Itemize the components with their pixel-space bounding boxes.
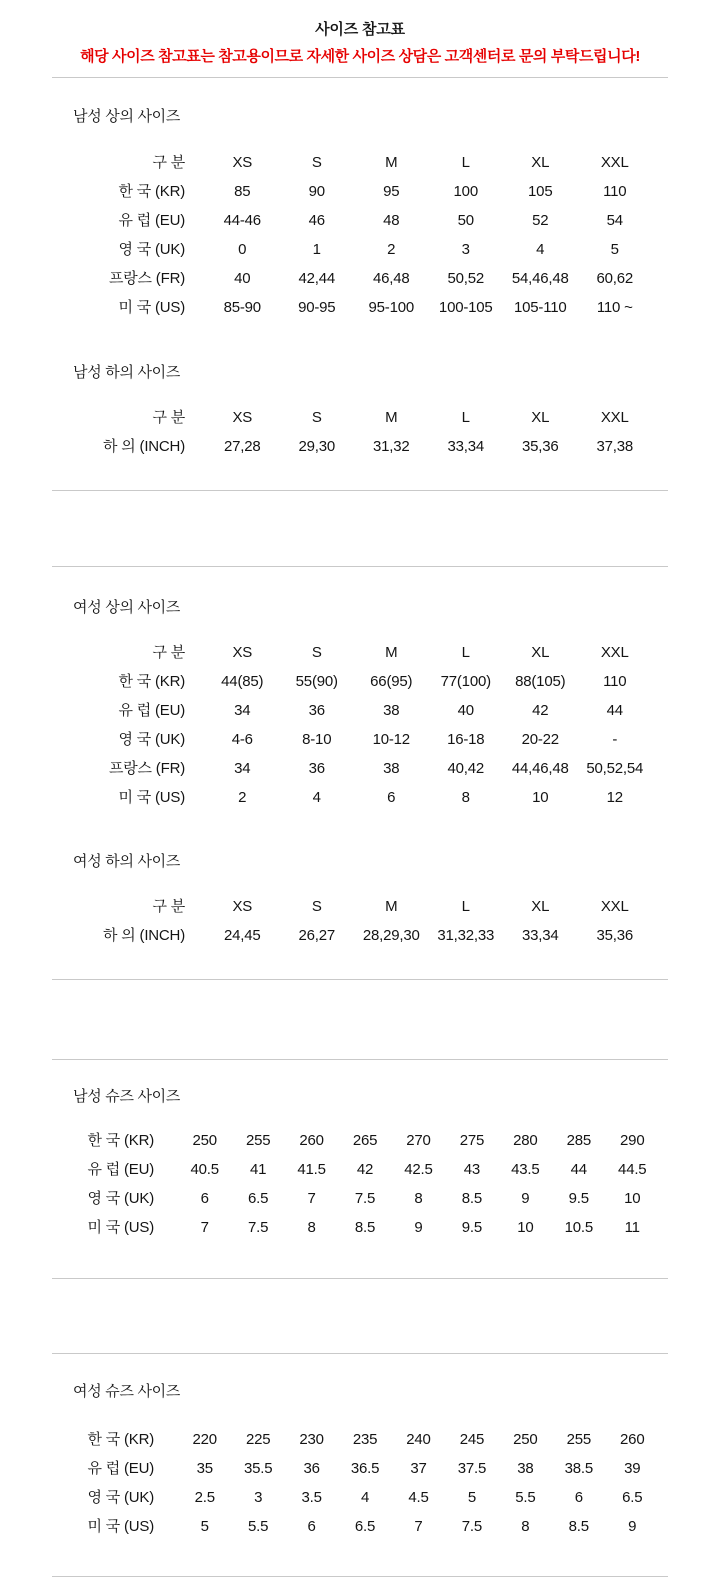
row-label: 미 국 (US)	[87, 1518, 154, 1535]
size-value: 4	[312, 789, 321, 806]
column-header: M	[385, 898, 398, 915]
size-value: 90-95	[298, 299, 336, 316]
row-label: 미 국 (US)	[118, 789, 185, 806]
column-header: 구 분	[152, 644, 185, 661]
table-row	[52, 1512, 659, 1541]
column-header: 구 분	[152, 154, 185, 171]
size-value: 10.5	[564, 1219, 593, 1236]
row-label: 영 국 (UK)	[118, 731, 185, 748]
column-header: 구 분	[152, 409, 185, 426]
row-label: 유 럽 (EU)	[87, 1161, 154, 1178]
womens-bottom-size-table	[52, 892, 652, 950]
size-value: 6.5	[248, 1190, 269, 1207]
column-header: XXL	[600, 898, 629, 915]
size-value: 235	[352, 1431, 378, 1448]
size-value: 36.5	[350, 1460, 380, 1477]
size-value: 4.5	[408, 1489, 429, 1506]
size-value: 270	[406, 1132, 431, 1149]
size-value: 33,34	[447, 438, 485, 455]
size-value: 40,42	[447, 760, 485, 777]
section-title-mens-shoes: 남성 슈즈 사이즈	[73, 1088, 181, 1105]
column-header: S	[311, 644, 322, 661]
size-value: 280	[513, 1132, 538, 1149]
table-row	[52, 1454, 659, 1483]
size-value: 43.5	[511, 1161, 540, 1178]
size-value: 6.5	[622, 1489, 643, 1506]
womens-shoes-size-table	[52, 1425, 659, 1541]
column-header: L	[461, 898, 470, 915]
size-value: 7.5	[461, 1518, 483, 1535]
divider	[52, 566, 668, 567]
size-value: 85-90	[223, 299, 261, 316]
column-header: XS	[232, 409, 253, 426]
size-value: 255	[245, 1132, 271, 1149]
size-value: 33,34	[521, 927, 559, 944]
divider	[52, 979, 668, 980]
column-header: S	[311, 898, 322, 915]
size-value: 39	[624, 1460, 641, 1477]
mens-shoes-size-table	[52, 1126, 659, 1242]
size-value: 8.5	[354, 1219, 376, 1236]
column-header: M	[385, 644, 398, 661]
size-value: 54	[606, 212, 623, 229]
size-value: 260	[620, 1431, 645, 1448]
row-label: 유 럽 (EU)	[118, 702, 185, 719]
size-value: 36	[308, 702, 325, 719]
size-value: 95-100	[368, 299, 414, 316]
mens-top-size-table	[52, 148, 652, 322]
column-header: XS	[232, 644, 253, 661]
column-header: XL	[531, 409, 550, 426]
size-value: 95	[383, 183, 400, 200]
table-row	[52, 235, 652, 264]
size-value: 40.5	[190, 1161, 219, 1178]
table-row	[52, 206, 652, 235]
table-row	[52, 1155, 659, 1184]
size-value: 100	[453, 183, 478, 200]
header-row	[52, 892, 652, 921]
size-value: 1	[312, 241, 321, 258]
table-row	[52, 783, 652, 812]
table-row	[52, 1126, 659, 1155]
size-value: 16-18	[447, 731, 485, 748]
size-value: 7	[200, 1219, 209, 1236]
size-value: 100-105	[438, 299, 493, 316]
size-value: 285	[566, 1132, 591, 1149]
size-value: 10	[624, 1190, 641, 1207]
column-header: L	[461, 644, 470, 661]
size-value: 8	[461, 789, 470, 806]
size-value: 105	[528, 183, 553, 200]
size-value: 2	[238, 789, 247, 806]
column-header: XL	[531, 154, 550, 171]
table-row	[52, 725, 652, 754]
table-row	[52, 432, 652, 461]
size-value: 3	[254, 1489, 263, 1506]
table-row	[52, 1425, 659, 1454]
size-value: 35	[196, 1460, 213, 1477]
column-header: XL	[531, 898, 550, 915]
size-value: 31,32	[372, 438, 410, 455]
table-row	[52, 1483, 659, 1512]
column-header: S	[311, 154, 322, 171]
size-value: 44(85)	[221, 673, 264, 690]
row-label: 프랑스 (FR)	[108, 760, 185, 777]
section-title-womens-bottom: 여성 하의 사이즈	[73, 853, 181, 870]
size-value: 77(100)	[440, 673, 491, 690]
size-value: 6	[574, 1489, 583, 1506]
size-value: 42,44	[298, 270, 336, 287]
divider	[52, 1576, 668, 1577]
size-value: 10	[532, 789, 549, 806]
womens-top-size-table	[52, 638, 652, 812]
size-value: 42	[356, 1161, 374, 1178]
size-value: 255	[566, 1431, 591, 1448]
size-value: 5	[610, 241, 619, 258]
size-value: 9.5	[568, 1190, 589, 1207]
divider	[52, 1278, 668, 1279]
size-value: 37,38	[596, 438, 634, 455]
size-value: 5.5	[515, 1489, 536, 1506]
size-value: 265	[352, 1132, 378, 1149]
size-value: 38	[383, 702, 400, 719]
divider	[52, 490, 668, 491]
size-value: 40	[457, 702, 474, 719]
size-value: 37.5	[457, 1460, 487, 1477]
row-label: 한 국 (KR)	[87, 1431, 154, 1448]
size-value: 28,29,30	[362, 927, 420, 944]
size-value: 34	[234, 702, 251, 719]
notice-text: 해당 사이즈 참고표는 참고용이므로 자세한 사이즈 상담은 고객센터로 문의 부탁드립니다!	[80, 48, 640, 65]
size-value: 230	[299, 1431, 324, 1448]
size-value: 105-110	[513, 299, 567, 316]
size-value: 38.5	[564, 1460, 593, 1477]
header-row	[52, 638, 652, 667]
row-label: 하 의 (INCH)	[103, 438, 185, 455]
table-row	[52, 1184, 659, 1213]
size-value: 36	[308, 760, 325, 777]
size-value: 5	[467, 1489, 476, 1506]
table-row	[52, 293, 652, 322]
size-value: 41.5	[297, 1161, 326, 1178]
size-value: 110	[603, 183, 627, 200]
size-value: 6	[307, 1518, 316, 1535]
size-value: 290	[620, 1132, 645, 1149]
size-value: -	[612, 731, 618, 748]
table-row	[52, 921, 652, 950]
row-label: 프랑스 (FR)	[108, 270, 185, 287]
size-value: 225	[245, 1431, 271, 1448]
size-value: 240	[406, 1431, 431, 1448]
table-row	[52, 264, 652, 293]
size-value: 54,46,48	[511, 270, 569, 287]
size-value: 8	[307, 1219, 316, 1236]
size-value: 42	[532, 702, 549, 719]
size-value: 29,30	[298, 438, 336, 455]
row-label: 유 럽 (EU)	[87, 1460, 154, 1477]
size-value: 44	[570, 1161, 587, 1178]
size-value: 20-22	[521, 731, 559, 748]
size-value: 6.5	[354, 1518, 376, 1535]
mens-bottom-size-table	[52, 403, 652, 461]
row-label: 유 럽 (EU)	[118, 212, 185, 229]
size-value: 44.5	[618, 1161, 647, 1178]
column-header: L	[461, 154, 470, 171]
column-header: 구 분	[152, 898, 185, 915]
size-value: 250	[513, 1431, 538, 1448]
size-value: 8.5	[461, 1190, 483, 1207]
size-value: 260	[299, 1132, 324, 1149]
size-value: 27,28	[223, 438, 261, 455]
column-header: XL	[531, 644, 550, 661]
divider	[52, 77, 668, 78]
size-value: 4-6	[231, 731, 253, 748]
size-value: 35,36	[596, 927, 634, 944]
size-value: 50,52	[447, 270, 485, 287]
size-value: 4	[536, 241, 545, 258]
row-label: 한 국 (KR)	[118, 183, 185, 200]
column-header: XS	[232, 154, 253, 171]
size-value: 9	[414, 1219, 423, 1236]
size-value: 7.5	[248, 1219, 269, 1236]
divider	[52, 1353, 668, 1354]
size-value: 60,62	[596, 270, 634, 287]
size-value: 40	[234, 270, 251, 287]
size-value: 48	[383, 212, 400, 229]
size-value: 52	[532, 212, 549, 229]
size-value: 42.5	[404, 1161, 433, 1178]
size-value: 85	[234, 183, 251, 200]
size-value: 6	[387, 789, 396, 806]
table-row	[52, 667, 652, 696]
size-value: 44-46	[223, 212, 261, 229]
size-value: 2.5	[194, 1489, 215, 1506]
size-value: 3.5	[301, 1489, 322, 1506]
size-value: 10	[517, 1219, 534, 1236]
size-value: 88(105)	[515, 673, 566, 690]
header-row	[52, 403, 652, 432]
table-row	[52, 1213, 659, 1242]
size-value: 4	[360, 1489, 370, 1506]
size-value: 37	[410, 1460, 427, 1477]
size-value: 9	[521, 1190, 530, 1207]
column-header: M	[385, 154, 398, 171]
row-label: 한 국 (KR)	[87, 1132, 154, 1149]
column-header: S	[311, 409, 322, 426]
size-value: 46	[308, 212, 325, 229]
size-value: 44,46,48	[511, 760, 569, 777]
size-value: 250	[192, 1132, 217, 1149]
size-value: 11	[624, 1219, 640, 1236]
section-title-mens-bottom: 남성 하의 사이즈	[73, 364, 181, 381]
size-value: 90	[308, 183, 325, 200]
size-value: 220	[192, 1431, 217, 1448]
size-value: 9	[628, 1518, 637, 1535]
size-value: 8	[521, 1518, 530, 1535]
header-row	[52, 148, 652, 177]
size-value: 245	[459, 1431, 485, 1448]
size-value: 7.5	[354, 1190, 376, 1207]
size-value: 110 ~	[596, 299, 633, 316]
size-value: 5.5	[248, 1518, 269, 1535]
size-value: 35.5	[243, 1460, 273, 1477]
section-title-mens-top: 남성 상의 사이즈	[73, 108, 181, 125]
size-value: 0	[238, 241, 247, 258]
section-title-womens-shoes: 여성 슈즈 사이즈	[73, 1383, 181, 1400]
size-value: 3	[461, 241, 470, 258]
size-value: 9.5	[461, 1219, 483, 1236]
size-value: 55(90)	[295, 673, 338, 690]
size-value: 6	[200, 1190, 209, 1207]
row-label: 한 국 (KR)	[118, 673, 185, 690]
size-value: 38	[383, 760, 400, 777]
column-header: XS	[232, 898, 253, 915]
row-label: 미 국 (US)	[118, 299, 185, 316]
column-header: XXL	[600, 154, 629, 171]
size-value: 110	[603, 673, 627, 690]
size-value: 41	[250, 1161, 267, 1178]
table-row	[52, 177, 652, 206]
table-row	[52, 754, 652, 783]
column-header: M	[385, 409, 398, 426]
size-value: 50	[457, 212, 474, 229]
size-value: 24,45	[223, 927, 261, 944]
row-label: 영 국 (UK)	[87, 1489, 154, 1506]
size-value: 66(95)	[370, 673, 413, 690]
size-value: 36	[303, 1460, 320, 1477]
size-value: 8	[414, 1190, 423, 1207]
size-value: 46,48	[372, 270, 410, 287]
section-title-womens-top: 여성 상의 사이즈	[73, 599, 181, 616]
size-value: 31,32,33	[437, 927, 495, 944]
divider	[52, 1059, 668, 1060]
size-value: 5	[200, 1518, 209, 1535]
column-header: XXL	[600, 409, 629, 426]
column-header: L	[461, 409, 470, 426]
size-value: 43	[463, 1161, 481, 1178]
size-value: 10-12	[372, 731, 410, 748]
size-value: 35,36	[521, 438, 559, 455]
size-value: 275	[459, 1132, 485, 1149]
size-value: 8-10	[302, 731, 332, 748]
size-value: 34	[234, 760, 251, 777]
size-value: 8.5	[568, 1518, 589, 1535]
row-label: 영 국 (UK)	[118, 241, 185, 258]
size-value: 7	[414, 1518, 423, 1535]
column-header: XXL	[600, 644, 629, 661]
page-title: 사이즈 참고표	[315, 21, 405, 38]
size-value: 2	[387, 241, 396, 258]
size-value: 26,27	[298, 927, 336, 944]
row-label: 미 국 (US)	[87, 1219, 154, 1236]
size-value: 38	[517, 1460, 534, 1477]
size-value: 44	[606, 702, 623, 719]
row-label: 하 의 (INCH)	[103, 927, 185, 944]
size-value: 50,52,54	[586, 760, 644, 777]
row-label: 영 국 (UK)	[87, 1190, 154, 1207]
table-row	[52, 696, 652, 725]
size-value: 12	[606, 789, 623, 806]
size-value: 7	[307, 1190, 316, 1207]
